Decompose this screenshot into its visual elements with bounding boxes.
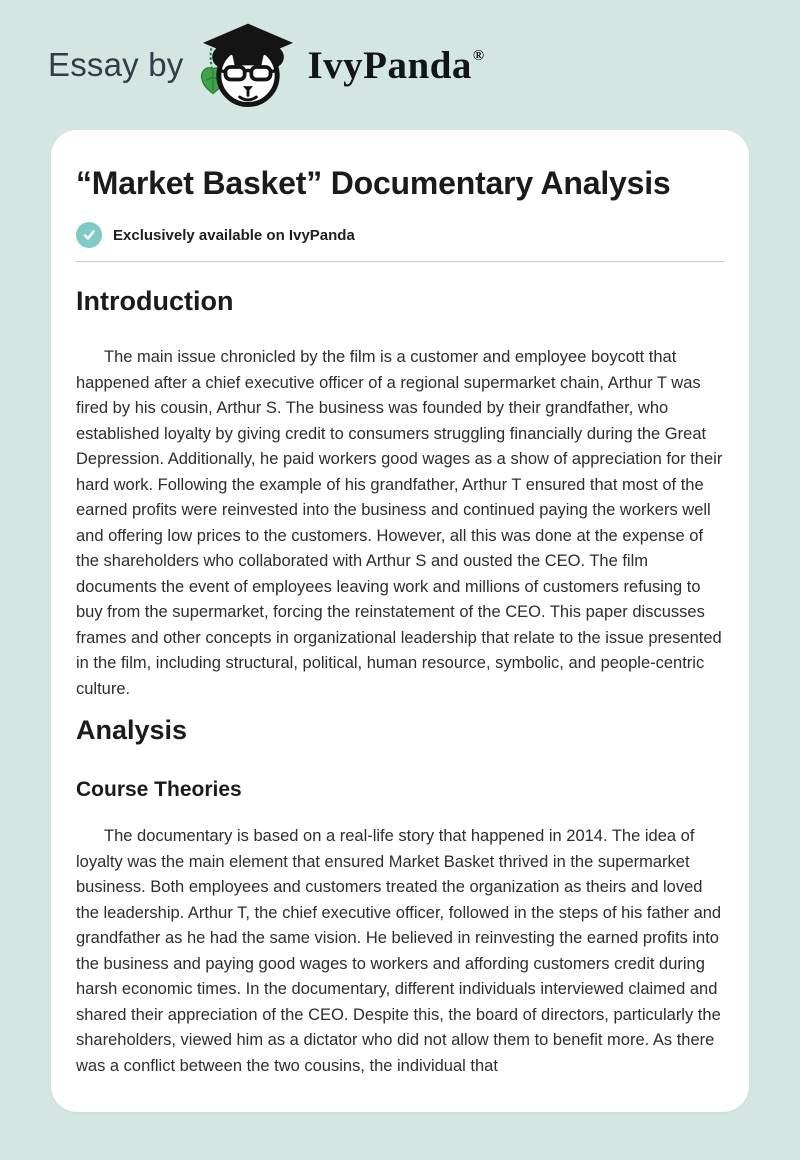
- essay-card: [51, 130, 749, 1112]
- paragraph-introduction: The main issue chronicled by the film is a customer and employee boycott that happened after a chief executive officer of a regional supermarket chain, Arthur T was fired by his cousin, Arthur S. The business was founded by their grandfather, who established loyalty by giving credit to consumers struggling financially during the Great Depression. Additionally, he paid workers good wages as a show of appreciation for their hard work. Following the example of his grandfather, Arthur T ensured that most of the earned profits were reinvested into the business and continued paying the workers well and offering low prices to the customers. However, all this was done at the expense of the shareholders who collaborated with Arthur S and ousted the CEO. The film documents the event of employees leaving work and millions of customers refusing to buy from the supermarket, forcing the reinstatement of the CEO. This paper discusses frames and other concepts in organizational leadership that relate to the issue presented in the film, including structural, political, human resource, symbolic, and people-centric culture.: [76, 348, 723, 698]
- paragraph-course-theories: The documentary is based on a real-life story that happened in 2014. The idea of loyalty was the main element that ensured Market Basket thrived in the supermarket business. Both employees and customers treated the organization as theirs and loved the leadership. Arthur T, the chief executive officer, followed in the steps of his father and grandfather as he had the same vision. He believed in reinvesting the earned profits into the business and paying good wages to workers and affording customers credit during harsh economic times. In the documentary, different individuals interviewed claimed and shared their appreciation of the CEO. Despite this, the board of directors, particularly the shareholders, viewed him as a dictator who did not allow them to benefit more. As there was a conflict between the two cousins, the individual that: [76, 827, 722, 1075]
- registered-mark: ®: [472, 47, 485, 64]
- availability-badge-label: Exclusively available on IvyPanda: [113, 226, 355, 244]
- page-header: [0, 0, 800, 130]
- availability-badge: [76, 222, 724, 248]
- section-heading-introduction: Introduction: [76, 286, 234, 317]
- essay-by-label: Essay by: [48, 46, 184, 83]
- section-heading-analysis: Analysis: [76, 715, 188, 746]
- page-title: “Market Basket” Documentary Analysis: [76, 165, 671, 201]
- check-icon: [76, 222, 102, 248]
- brand-text: IvyPanda: [307, 43, 472, 87]
- divider: [76, 261, 724, 262]
- ivypanda-logo-icon: [198, 19, 298, 115]
- brand-name: [308, 43, 484, 88]
- subsection-heading-course-theories: Course Theories: [76, 778, 242, 802]
